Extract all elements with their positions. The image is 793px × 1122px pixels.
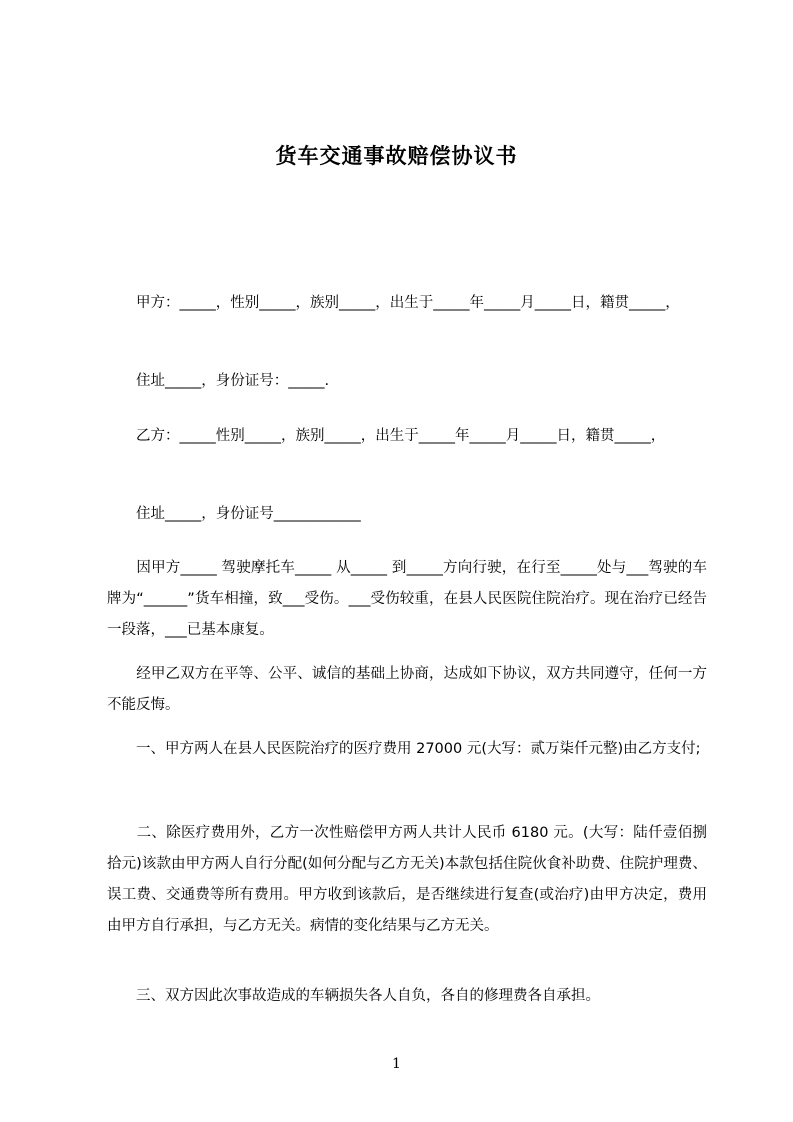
clause-two: 二、除医疗费用外，乙方一次性赔偿甲方两人共计人民币 6180 元。(大写：陆仟壹佰捌拾元)该款由甲方两人自行分配(如何分配与乙方无关)本款包括住院伙食补助费、住院护理费、误工费、交通费等所有费用。甲方收到该款后，是否继续进行复查(或治疗)由甲方决定，费用由甲方自行承担，与乙方无关。病情的变化结果与乙方无关。 — [107, 825, 707, 934]
page-number: 1 — [392, 1056, 401, 1072]
agreement-intro: 经甲乙双方在平等、公平、诚信的基础上协商，达成如下协议，双方共同遵守，任何一方不能反悔。 — [107, 666, 707, 713]
clause-three: 三、双方因此次事故造成的车辆损失各人自负，各自的修理费各自承担。 — [107, 988, 600, 1004]
accident-description: 因甲方_____ 驾驶摩托车_____ 从_____ 到_____方向行驶，在行至_____处与___驾驶的车牌为“______”货车相撞，致___受伤。___受伤较重，在县人民医院住院治疗。现在治疗已经告一段落，___已基本康复。 — [107, 560, 707, 638]
party-a-address: 住址_____，身份证号：_____. — [107, 373, 330, 389]
party-b-info: 乙方：_____性别_____，族别_____，出生于_____年_____月_____日，籍贯_____， — [107, 428, 666, 444]
clause-one: 一、甲方两人在县人民医院治疗的医疗费用 27000 元(大写：贰万柒仟元整)由乙方支付; — [107, 741, 701, 757]
party-b-address: 住址_____，身份证号____________ — [107, 506, 361, 522]
party-a-info: 甲方：_____，性别_____，族别_____，出生于_____年_____月_____日，籍贯_____， — [107, 295, 680, 311]
document-title: 货车交通事故赔偿协议书 — [275, 144, 518, 168]
